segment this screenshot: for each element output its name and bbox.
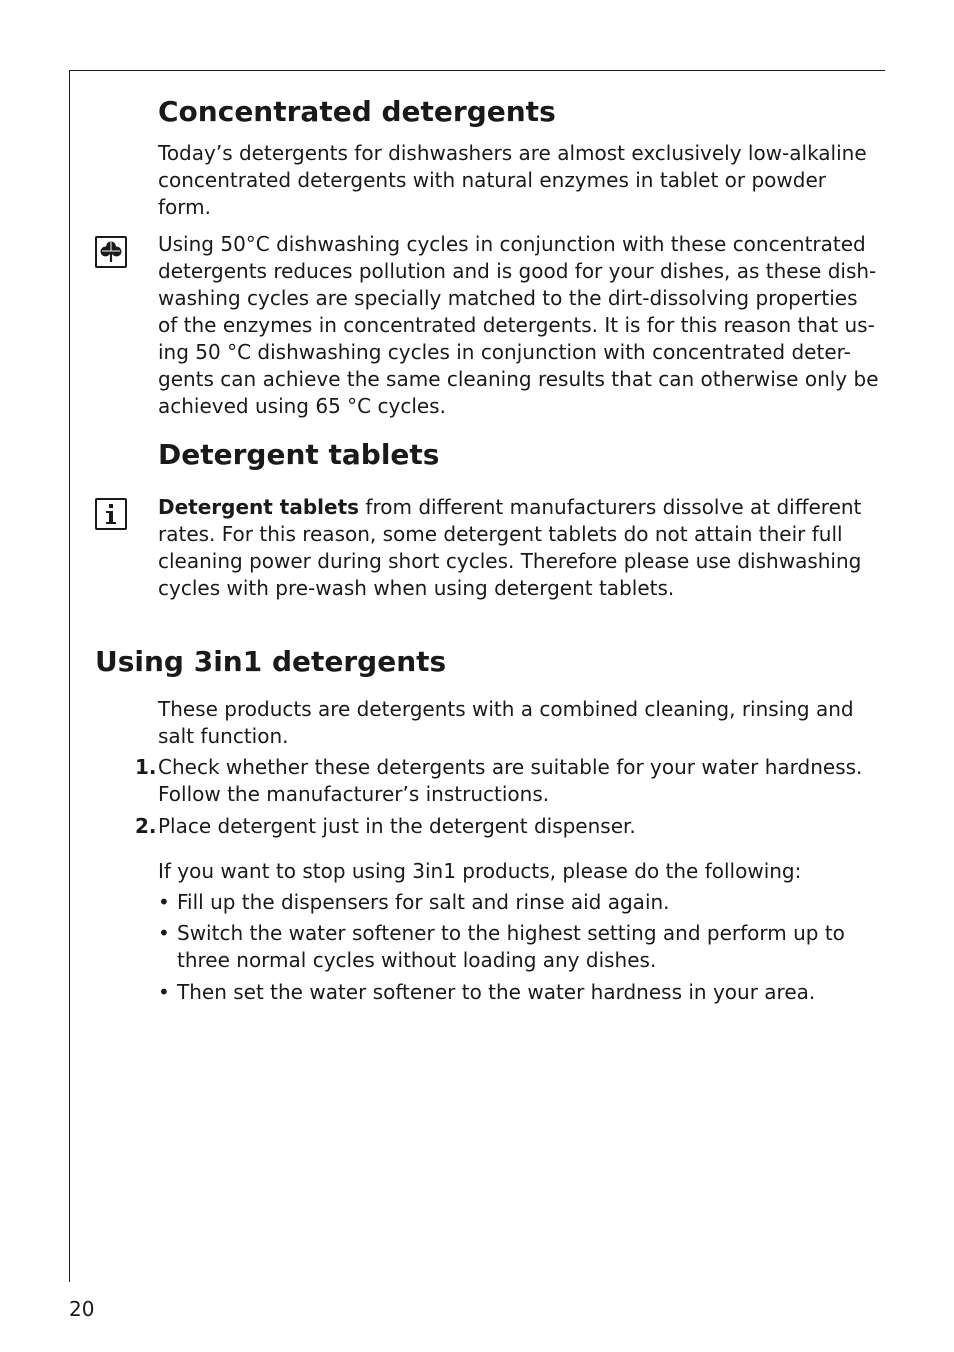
heading-detergent-tablets: Detergent tablets [158, 438, 440, 471]
environment-paragraph [158, 231, 879, 420]
bullet-item [177, 920, 845, 974]
heading-using-3in1-detergents: Using 3in1 detergents [95, 645, 447, 678]
bullet-symbol: • [158, 980, 170, 1004]
page-top-rule [69, 70, 885, 71]
step-number: 1. [135, 755, 157, 779]
text-line: Today’s detergents for dishwashers are almost exclusively low-alkaline [158, 141, 867, 165]
text-line: concentrated detergents with natural enzymes in tablet or powder [158, 168, 826, 192]
text-line: rates. For this reason, some detergent tablets do not attain their full [158, 522, 843, 546]
info-icon [95, 498, 127, 530]
text-line [158, 494, 868, 521]
stop-using-paragraph [158, 858, 868, 885]
text-run: from different manufacturers dissolve at different [359, 495, 862, 519]
bullet-item [177, 979, 815, 1006]
page-number: 20 [69, 1297, 95, 1321]
text-line: Then set the water softener to the water hardness in your area. [177, 980, 816, 1004]
text-line: cleaning power during short cycles. Therefore please use dishwashing [158, 549, 862, 573]
text-line: ing 50 °C dishwashing cycles in conjunction with concentrated deter- [158, 340, 851, 364]
text-line: Place detergent just in the detergent dispenser. [158, 814, 636, 838]
text-line: cycles with pre-wash when using detergent tablets. [158, 576, 675, 600]
bullet-symbol: • [158, 921, 170, 945]
step-number: 2. [135, 814, 157, 838]
page-left-rule [69, 70, 70, 1282]
heading-concentrated-detergents: Concentrated detergents [158, 95, 556, 128]
text-line: achieved using 65 °C cycles. [158, 394, 446, 418]
bullet-symbol: • [158, 890, 170, 914]
clover-environment-icon [95, 236, 127, 268]
text-line: If you want to stop using 3in1 products, please do the following: [158, 859, 802, 883]
text-line: Switch the water softener to the highest setting and perform up to [177, 921, 845, 945]
step-text [158, 813, 868, 840]
text-line: form. [158, 195, 211, 219]
step-text [158, 754, 868, 808]
text-line: salt function. [158, 724, 289, 748]
text-line: three normal cycles without loading any dishes. [177, 948, 657, 972]
bold-lead: Detergent tablets [158, 495, 360, 519]
tablets-paragraph [158, 494, 868, 602]
text-line: These products are detergents with a combined cleaning, rinsing and [158, 697, 854, 721]
concentrated-intro-paragraph [158, 140, 868, 221]
text-line: Check whether these detergents are suitable for your water hardness. [158, 755, 863, 779]
bullet-item [177, 889, 670, 916]
text-line: Follow the manufacturer’s instructions. [158, 782, 550, 806]
text-line: Using 50°C dishwashing cycles in conjunction with these concentrated [158, 232, 866, 256]
text-line: of the enzymes in concentrated detergents. It is for this reason that us- [158, 313, 875, 337]
text-line: washing cycles are specially matched to the dirt-dissolving properties [158, 286, 858, 310]
text-line: gents can achieve the same cleaning results that can otherwise only be [158, 367, 879, 391]
text-line: detergents reduces pollution and is good for your dishes, as these dish- [158, 259, 877, 283]
text-line: Fill up the dispensers for salt and rinse aid again. [177, 890, 670, 914]
3in1-intro-paragraph [158, 696, 868, 750]
